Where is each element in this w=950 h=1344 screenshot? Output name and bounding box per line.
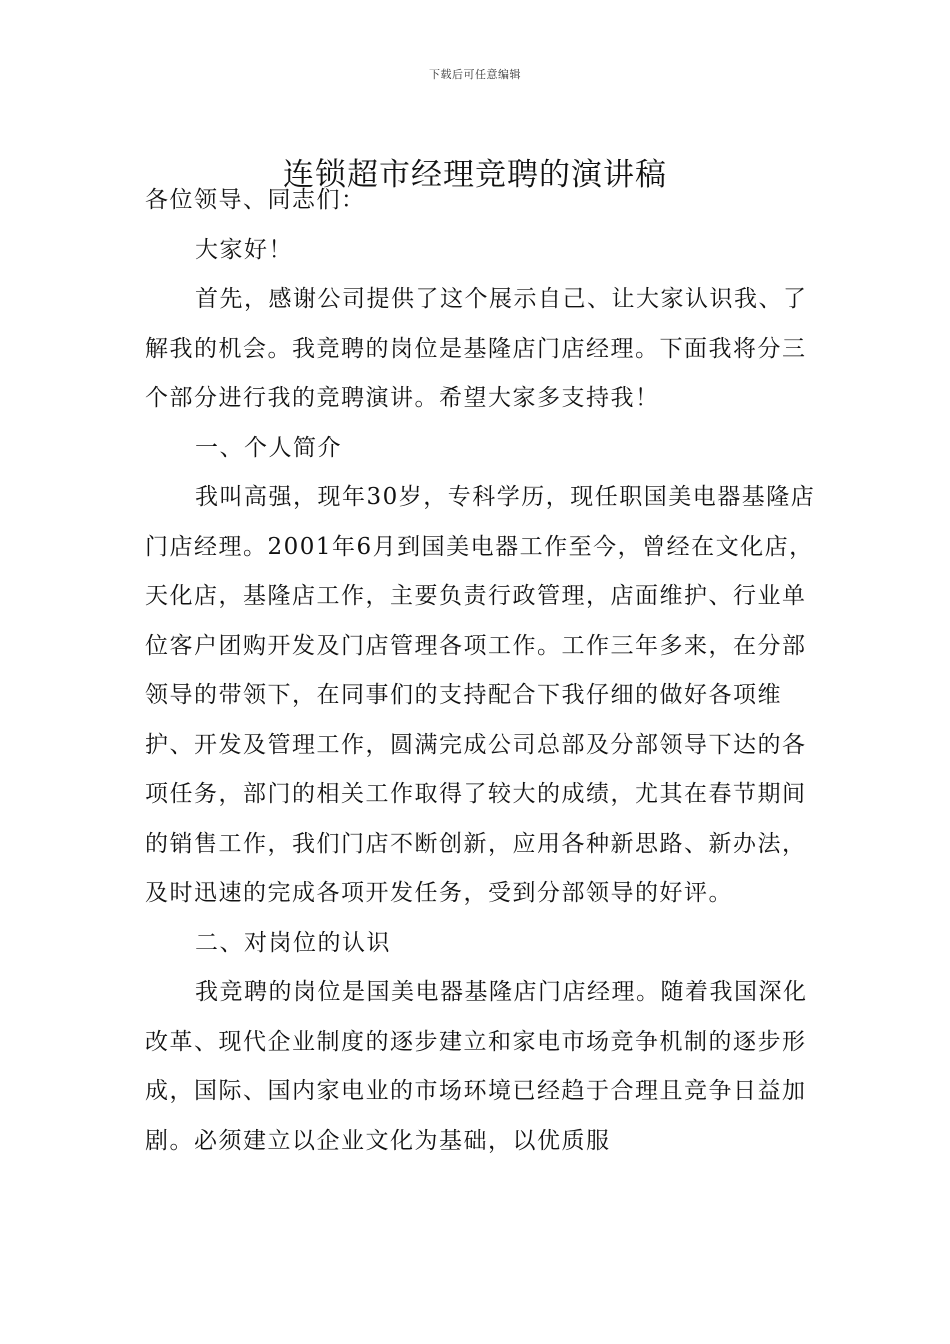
header-note: 下载后可任意编辑 (429, 68, 521, 81)
salutation: 各位领导、同志们： (145, 187, 366, 213)
section-body-personal-intro: 我叫高强，现年30岁，专科学历，现任职国美电器基隆店门店经理。2001年6月到国美电器工作至今，曾经在文化店，天化店，基隆店工作，主要负责行政管理，店面维护、行业单位客户团购开发及门店管理各项工作。工作三年多来，在分部领导的带领下，在同事们的支持配合下我仔细的做好各项维护、开发及管理工作，圆满完成公司总部及分部领导下达的各项任务，部门的相关工作取得了较大的成绩，尤其在春节期间的销售工作，我们门店不断创新，应用各种新思路、新办法，及时迅速的完成各项开发任务，受到分部领导的好评。 (145, 484, 816, 906)
section-heading-personal-intro: 一、个人简介 (195, 434, 342, 461)
document-title: 连锁超市经理竞聘的演讲稿 (283, 156, 667, 193)
greeting: 大家好！ (195, 236, 293, 263)
section-heading-position-understanding: 二、对岗位的认识 (195, 929, 391, 956)
document-body (145, 176, 825, 1166)
section-body-position-understanding: 我竞聘的岗位是国美电器基隆店门店经理。随着我国深化改革、现代企业制度的逐步建立和家电市场竞争机制的逐步形成，国际、国内家电业的市场环境已经趋于合理且竞争日益加剧。必须建立以企业文化为基础，以优质服 (145, 979, 808, 1154)
intro-paragraph: 首先，感谢公司提供了这个展示自己、让大家认识我、了解我的机会。我竞聘的岗位是基隆店门店经理。下面我将分三个部分进行我的竞聘演讲。希望大家多支持我！ (145, 286, 808, 411)
